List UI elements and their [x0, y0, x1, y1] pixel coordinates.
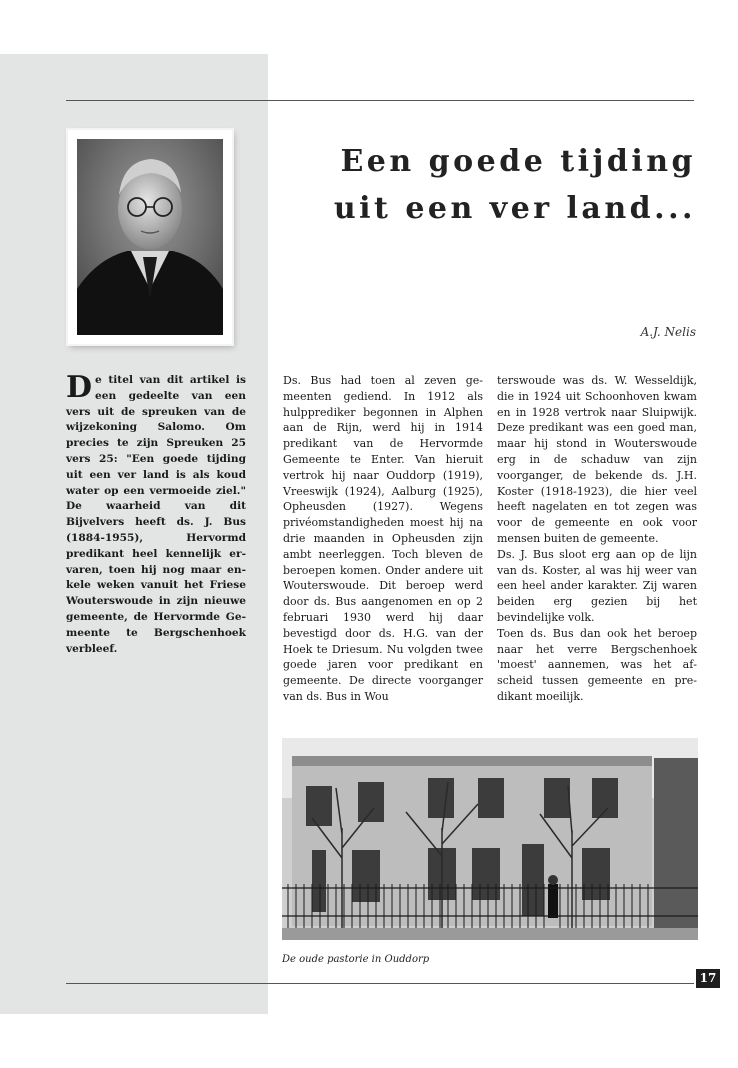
body-column-1: [283, 373, 483, 705]
bottom-rule: [66, 983, 694, 984]
body-paragraph: Toen ds. Bus dan ook het beroep naar het verre Bergschenhoek 'moest' aannemen, was het afscheid tussen gemeente en predikant moeilijk.: [497, 626, 697, 703]
body-paragraph: Ds. J. Bus sloot erg aan op de lijn van ds. Koster, al was hij weer van een heel ander karakter. Zij waren beiden erg gezien bij het bevindelijke volk.: [497, 547, 697, 624]
intro-text: e titel van dit artikel is een gedeelte van een vers uit de spreuken van de wijzekoning Salomo. Om precies te zijn Spreuken 25 vers 25: "Een goede tijding uit een ver land is als koud water op een vermoeide ziel." De waarheid van dit Bijvelvers heeft ds. J. Bus (1884-1955), Hervormd predikant heel kennelijk ervaren, toen hij nog maar enkele weken vanuit het Friese Wouterswoude in zijn nieuwe gemeente, de Hervormde Gemeente te Bergschenhoek verbleef.: [66, 374, 246, 655]
body-paragraph: Ds. Bus had toen al zeven gemeenten gediend. In 1912 als hulpprediker begonnen in Alphen aan de Rijn, werd hij in 1914 predikant van de Hervormde Gemeente te Enter. Van hieruit vertrok hij naar Ouddorp (1919), Vreeswijk (1924), Aalburg (1925), Opheusden (1927). Wegens privéomstandigheden moest hij na drie maanden in Opheusden zijn ambt neerleggen. Toch bleven de beroepen komen. Onder andere uit Wouterswoude. Dit beroep werd door ds. Bus aangenomen en op 2 februari 1930 werd hij daar bevestigd door ds. H.G. van der Hoek te Driesum. Nu volgden twee goede jaren voor predikant en gemeente. De directe voorganger van ds. Bus in Wou: [283, 374, 483, 703]
portrait-photo: [68, 130, 232, 344]
article-title: Een goede tijding uit een ver land...: [333, 144, 696, 226]
portrait-image: [77, 139, 223, 335]
page-number: 17: [696, 969, 720, 988]
photo-caption: De oude pastorie in Ouddorp: [282, 954, 430, 965]
drop-cap: D: [66, 370, 93, 405]
pastorie-photo: [282, 738, 698, 940]
intro-paragraph: [66, 370, 246, 657]
body-column-2: [497, 373, 697, 705]
top-rule: [66, 100, 694, 101]
article-author: A.J. Nelis: [640, 325, 696, 339]
body-paragraph: terswoude was ds. W. Wesseldijk, die in 1924 uit Schoonhoven kwam en in 1928 vertrok naar Sluipwijk. Deze predikant was een goed man, maar hij stond in Wouterswoude erg in de schaduw van zijn voorganger, de bekende ds. J.H. Koster (1918-1923), die hier veel heeft nagelaten en tot zegen was voor de gemeente en ook voor mensen buiten de gemeente.: [497, 374, 697, 545]
